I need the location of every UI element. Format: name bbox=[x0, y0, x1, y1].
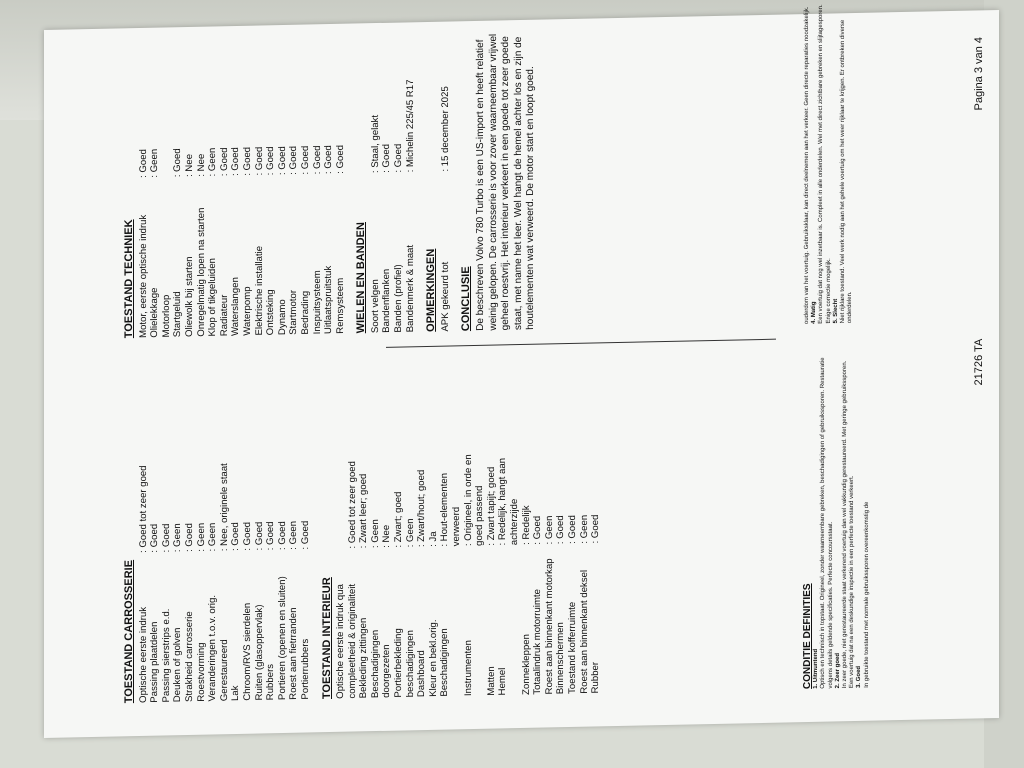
field-label: Optische eerste indruk bbox=[137, 606, 149, 704]
field-label: Deuken of golven bbox=[172, 627, 184, 703]
field-row bbox=[509, 360, 521, 695]
document-code: 21726 TA bbox=[973, 338, 985, 386]
field-row bbox=[555, 359, 567, 694]
field-value: : Geen bbox=[207, 147, 219, 177]
field-label: Bandenmerk & maat bbox=[404, 244, 416, 333]
field-row bbox=[196, 2, 208, 337]
field-label: Roest aan binnenkant deksel bbox=[578, 569, 590, 694]
field-value: : Geen bbox=[404, 518, 416, 548]
field-label: Inspuitsysteem bbox=[311, 270, 323, 335]
field-value: : Goed bbox=[334, 144, 346, 174]
field-label: Startmotor bbox=[288, 289, 300, 335]
field-label: Remsysteem bbox=[334, 277, 346, 334]
field-label: Chroom/RVS sierdelen bbox=[241, 602, 253, 701]
field-label: Ontsteking bbox=[265, 289, 277, 336]
field-value: : Goed tot zeer goed bbox=[137, 465, 149, 554]
field-row bbox=[184, 367, 196, 702]
column-divider bbox=[386, 339, 776, 348]
field-label: Startgeluid bbox=[172, 291, 184, 338]
field-row bbox=[440, 0, 452, 332]
field-label: Waterpomp bbox=[241, 286, 253, 336]
field-row bbox=[590, 358, 602, 693]
field-label: Portieren (openen en sluiten) bbox=[276, 576, 288, 701]
field-row bbox=[521, 360, 533, 695]
field-label: Strakheid carrosserie bbox=[183, 611, 195, 703]
field-row bbox=[184, 2, 196, 337]
field-value: : Goed bbox=[172, 148, 184, 178]
field-row bbox=[323, 0, 335, 334]
field-value: : Goed bbox=[137, 148, 149, 179]
field-value: : Ja bbox=[427, 531, 439, 547]
field-row bbox=[393, 362, 405, 697]
definition-text: In zeer goede, niet gerestaureerde staat verkerend voertuig dan wel vakkundig gerestaureerd. Met geringe gebruikssporen. Een voertuig dat na een deskundige inspectie in een perfecte toestand verkeert. bbox=[842, 360, 856, 689]
field-value: : Goed bbox=[288, 145, 300, 175]
field-value: : Geen bbox=[543, 515, 555, 545]
field-row bbox=[265, 365, 277, 700]
field-value: : Goed tot zeer goed bbox=[346, 460, 358, 549]
field-label: Dynamo bbox=[276, 299, 288, 336]
field-label: Portierrubbers bbox=[299, 638, 311, 700]
field-row bbox=[230, 366, 242, 701]
field-label: Oliewolk bij starten bbox=[183, 256, 195, 338]
field-value: : Goed bbox=[323, 145, 335, 175]
field-label: Rubber bbox=[590, 661, 602, 694]
field-label: Soort velgen bbox=[369, 279, 381, 334]
field-row bbox=[567, 359, 579, 694]
field-row bbox=[219, 1, 231, 336]
field-row bbox=[463, 361, 475, 696]
field-value: achterzijde bbox=[509, 498, 520, 546]
field-label: Zonnekleppen bbox=[520, 633, 532, 696]
field-label: Matten bbox=[485, 666, 497, 696]
field-value: goed passend bbox=[474, 485, 486, 546]
definition-heading: 2. Zeer goed bbox=[834, 652, 841, 689]
field-label: Uitlaatspruitstuk bbox=[323, 265, 335, 335]
section-interieur bbox=[322, 358, 602, 699]
field-row bbox=[393, 0, 405, 333]
field-row bbox=[207, 1, 219, 336]
field-value: : Goed bbox=[566, 515, 578, 545]
field-label: Roest aan binnenkant motorkap bbox=[543, 558, 555, 695]
field-row bbox=[288, 365, 300, 700]
field-label: Lak bbox=[230, 685, 242, 702]
field-label: APK gekeurd tot bbox=[439, 261, 451, 332]
field-label: Bandenflanken bbox=[381, 268, 393, 333]
section-title: TOESTAND TECHNIEK bbox=[123, 219, 135, 339]
field-value: : Goed bbox=[532, 515, 544, 545]
field-value: : Nee bbox=[381, 524, 393, 548]
field-row bbox=[149, 3, 161, 338]
section-title: OPMERKINGEN bbox=[425, 248, 438, 333]
field-label: Klop of tikgeluiden bbox=[207, 257, 219, 337]
field-row bbox=[300, 364, 312, 699]
field-row bbox=[544, 359, 556, 694]
field-label bbox=[451, 546, 463, 696]
field-value: : Goed bbox=[265, 521, 277, 551]
field-label: Ruiten (glasoppervlak) bbox=[253, 604, 265, 701]
section-title: TOESTAND INTERIEUR bbox=[320, 577, 333, 700]
field-row bbox=[335, 364, 347, 699]
field-row bbox=[300, 0, 312, 335]
section-conclusie bbox=[461, 0, 538, 331]
field-label: Hemel bbox=[497, 667, 509, 696]
field-row bbox=[196, 367, 208, 702]
field-label: Onregelmatig lopen na starten bbox=[195, 207, 207, 337]
field-value: : Goed bbox=[253, 521, 265, 551]
field-value: : Goed bbox=[393, 143, 405, 173]
section-techniek bbox=[124, 0, 346, 338]
field-value bbox=[335, 364, 347, 549]
field-label: Motorloop bbox=[160, 294, 172, 338]
field-label: Gerestaureerd bbox=[218, 639, 230, 702]
field-label: Roest aan fietrranden bbox=[288, 607, 300, 700]
field-label: Banden (profiel) bbox=[393, 264, 405, 333]
field-row bbox=[161, 2, 173, 337]
field-row bbox=[277, 365, 289, 700]
field-label: Totaalindruk motorruimte bbox=[532, 588, 544, 695]
field-value: : Goed bbox=[311, 145, 323, 175]
definition-heading: 3. Goed bbox=[856, 665, 863, 688]
field-value: : Hout-elementen bbox=[439, 472, 451, 547]
field-label: Toestand kofferruimte bbox=[566, 601, 578, 695]
field-row bbox=[370, 0, 382, 333]
field-row bbox=[381, 0, 393, 333]
field-label: Veranderingen t.o.v. orig. bbox=[207, 594, 219, 702]
definition-heading: 1. Uitmuntend bbox=[813, 648, 820, 689]
field-value: : Redelijk bbox=[520, 505, 532, 546]
field-value: : Geen bbox=[172, 523, 184, 553]
field-row bbox=[230, 1, 242, 336]
field-row bbox=[312, 0, 324, 334]
definition-text: Een voertuig dat nog wel inzetbaar is. Compleet in alle onderdelen. Wel met direct zichtbare gebreken en slijtagesporen. Enige correctie mogelijk. bbox=[818, 4, 832, 324]
field-row bbox=[381, 363, 393, 698]
field-value: : Zwart/hout; goed bbox=[416, 469, 428, 548]
field-label: doorgezeten bbox=[381, 644, 393, 698]
field-row bbox=[486, 361, 498, 696]
field-value: : Geen bbox=[149, 148, 161, 178]
field-label: Olielekkage bbox=[149, 287, 161, 338]
section-title: WIELEN EN BANDEN bbox=[355, 221, 368, 334]
field-label: Beschadigingen bbox=[439, 628, 451, 697]
field-value: : 15 december 2025 bbox=[439, 86, 451, 172]
field-label bbox=[509, 545, 521, 695]
field-row bbox=[138, 3, 150, 338]
field-row bbox=[405, 0, 417, 332]
field-value: : Goed bbox=[149, 523, 161, 553]
definition-heading: 5. Slecht bbox=[832, 298, 839, 324]
field-label: Passing sierstrips e.d. bbox=[160, 608, 172, 703]
field-label: Radiateur bbox=[218, 294, 230, 337]
section-carrosserie bbox=[124, 364, 312, 703]
definition-text: In gebruikte toestand met normale gebruikssporen overeenkomstig de bbox=[863, 501, 870, 688]
field-value: : Geen bbox=[195, 522, 207, 552]
field-row bbox=[161, 367, 173, 702]
field-row bbox=[474, 361, 486, 696]
field-value: : Goed bbox=[230, 147, 242, 177]
field-row bbox=[347, 363, 359, 698]
field-value: : Goed bbox=[183, 523, 195, 553]
field-value: : Staal, gelakt bbox=[369, 114, 381, 174]
field-label: Waterslangen bbox=[230, 277, 242, 337]
section-opmerkingen bbox=[426, 0, 451, 332]
field-value: : Goed bbox=[299, 145, 311, 175]
field-value: : Geen bbox=[288, 520, 300, 550]
field-label: Beschadigingen bbox=[369, 629, 381, 699]
field-row bbox=[277, 0, 289, 335]
field-row bbox=[532, 360, 544, 695]
definition-text: Optisch en technisch in topstaat. Origineel, zonder waarneembare gebreken, beschadigingen of gebruikssporen. Restauratie volgens details geldende specificaties. Perfecte concoursstaat. bbox=[820, 357, 834, 689]
definition-text: ouderdom van het voertuig. Gebruiksklaar, kan direct deelnemen aan het verkeer. Geen directe reparaties noodzakelijk. bbox=[804, 6, 810, 325]
field-value: : Goed bbox=[276, 521, 288, 551]
field-row bbox=[370, 363, 382, 698]
definition-text: Niet rijklare toestand. Veel werk nodig aan het gehele voertuig om het weer rijklaar te krijgen. Er ontbreken diverse onderdelen. bbox=[840, 19, 854, 324]
conclusie-text: De beschreven Volvo 780 Turbo is een US-import en heeft relatief weinig gelopen. De carrosserie is voor zover waarneembaar vrijwel geheel roestvrij. Het interieur verkeert in een goede tot zeer goede staat, met name het leer. Wel hangt de hemel achter los en zijn de houtelementen wat verweerd. De motor start en loopt goed. bbox=[475, 33, 537, 331]
field-label: Motor, eerste optische indruk bbox=[137, 214, 149, 339]
field-value: : Goed bbox=[265, 146, 277, 176]
field-label: Elektrische installatie bbox=[253, 245, 265, 336]
field-row bbox=[358, 363, 370, 698]
field-value: : Nee bbox=[183, 153, 195, 178]
field-label bbox=[474, 546, 486, 696]
field-row bbox=[288, 0, 300, 335]
field-label: Binnenschermen bbox=[555, 622, 567, 695]
field-label: Kleur en bekl.orig. bbox=[427, 619, 439, 697]
field-row bbox=[219, 366, 231, 701]
field-row bbox=[335, 0, 347, 334]
field-value: : Origineel, in orde en bbox=[462, 454, 474, 547]
field-value: : Goed bbox=[241, 521, 253, 551]
field-value: : Goed bbox=[253, 146, 265, 176]
page-content bbox=[124, 0, 1004, 703]
field-label: Instrumenten bbox=[462, 640, 474, 697]
field-label: Portierbekleding bbox=[393, 628, 405, 698]
field-value: : Michelin 225/45 R17 bbox=[404, 79, 416, 173]
field-value: : Nee, originele staat bbox=[218, 463, 230, 552]
field-row bbox=[172, 367, 184, 702]
field-row bbox=[497, 360, 509, 695]
section-wielen bbox=[356, 0, 416, 333]
field-value: : Nee bbox=[195, 153, 207, 177]
field-value: : Goed bbox=[299, 520, 311, 550]
field-row bbox=[579, 359, 591, 694]
field-value: : Zwart; goed bbox=[393, 491, 405, 548]
field-label: Bekleding zittingen bbox=[358, 617, 370, 699]
section-title: CONCLUSIE bbox=[460, 266, 473, 332]
field-label: Passing plaatdelen bbox=[149, 621, 161, 703]
field-row bbox=[439, 361, 451, 696]
field-value: : Goed bbox=[555, 515, 567, 545]
field-row bbox=[242, 366, 254, 701]
field-value: : Goed bbox=[160, 523, 172, 553]
paper-sheet bbox=[44, 4, 999, 738]
field-value: verweerd bbox=[451, 506, 463, 547]
field-value: : Zwart leer; goed bbox=[358, 473, 370, 549]
field-row bbox=[416, 362, 428, 697]
field-value: : Redelijk, hangt aan bbox=[497, 457, 509, 546]
field-value: : Goed bbox=[381, 143, 393, 173]
field-label: Roestvorming bbox=[195, 642, 207, 702]
field-row bbox=[207, 366, 219, 701]
right-column bbox=[124, 0, 548, 338]
field-row bbox=[242, 1, 254, 336]
definities-right bbox=[804, 0, 854, 324]
field-row bbox=[172, 2, 184, 337]
field-row bbox=[254, 365, 266, 700]
field-value: : Geen bbox=[207, 522, 219, 552]
field-value: : Goed bbox=[590, 514, 602, 544]
field-label: Dashboard bbox=[416, 650, 428, 698]
field-value: : Geen bbox=[369, 519, 381, 549]
left-column bbox=[124, 358, 612, 703]
field-label: Optische eerste indruk qua bbox=[335, 584, 347, 699]
field-label: compleetheid & originaliteit bbox=[346, 583, 358, 699]
field-row bbox=[428, 362, 440, 697]
field-value: : Goed bbox=[218, 147, 230, 177]
definities-left bbox=[804, 353, 871, 689]
field-row bbox=[149, 368, 161, 703]
field-row bbox=[451, 361, 463, 696]
field-value: : Geen bbox=[578, 514, 590, 544]
field-row bbox=[254, 0, 266, 335]
field-value: : Goed bbox=[276, 146, 288, 176]
field-row bbox=[138, 368, 150, 703]
definition-heading: 4. Matig bbox=[811, 301, 818, 324]
page-number: Pagina 3 van 4 bbox=[973, 36, 985, 111]
field-value: : Zwart tapijt; goed bbox=[485, 466, 497, 546]
field-label: Rubbers bbox=[265, 663, 277, 701]
field-row bbox=[265, 0, 277, 335]
field-value: : Goed bbox=[241, 146, 253, 176]
field-value bbox=[161, 2, 173, 177]
field-value: : Goed bbox=[230, 522, 242, 552]
field-label: beschadigingen bbox=[404, 629, 416, 698]
field-label: Bedrading bbox=[299, 290, 311, 335]
definities-title: CONDITIE DEFINITIES bbox=[802, 583, 813, 690]
field-row bbox=[405, 362, 417, 697]
section-title: TOESTAND CARROSSERIE bbox=[123, 559, 135, 704]
